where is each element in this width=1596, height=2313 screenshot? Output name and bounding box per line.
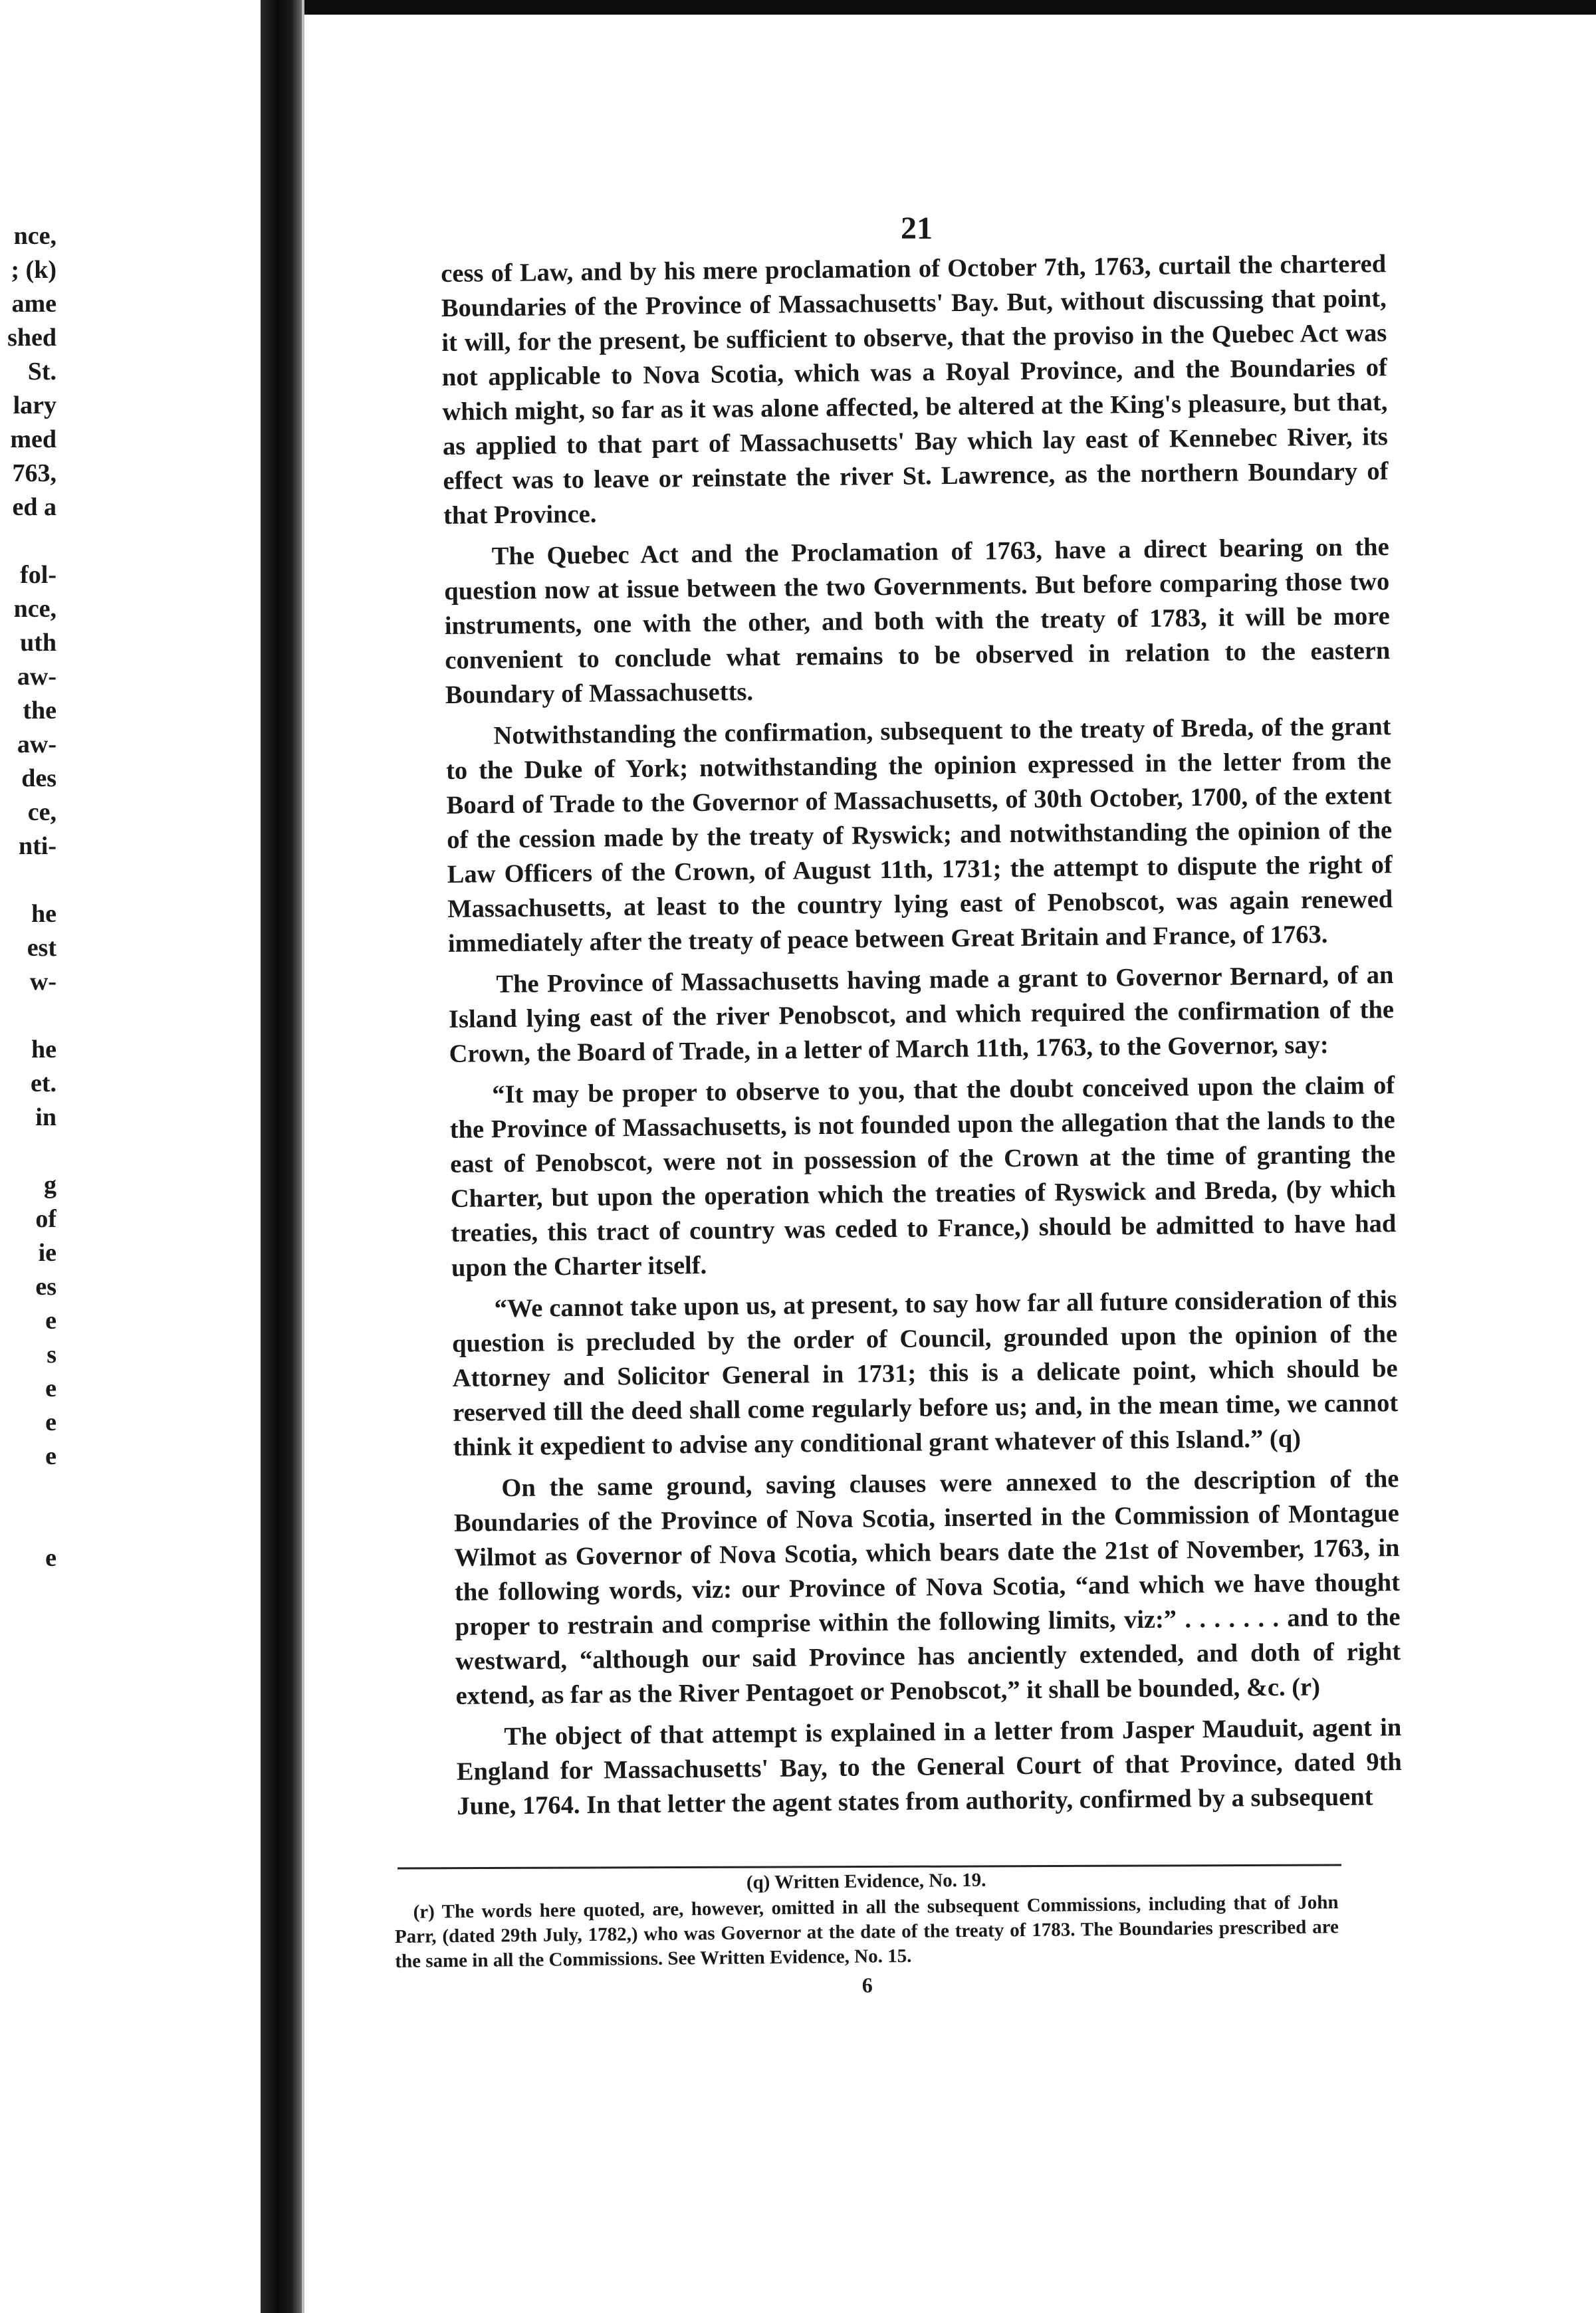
quoted-paragraph: “We cannot take upon us, at present, to say how far all future consideration of this question is precluded by the order of Council, grounded upon the opinion of the Attorney and Solicitor General in 1731; this is a delicate point, which should be reserved till the deed shall come regularly before us; and, in the mean time, we cannot think it expedient to advise any conditional grant whatever of this Island.” (q) [451, 1285, 1399, 1462]
margin-fragment: uth [20, 629, 57, 657]
margin-fragment: nti- [19, 832, 57, 860]
margin-fragment: ed a [12, 493, 57, 521]
margin-fragment: lary [13, 391, 57, 419]
margin-fragment: ame [11, 290, 57, 318]
margin-fragment: e [45, 1307, 57, 1335]
margin-fragment: the [23, 697, 57, 724]
margin-fragment [0, 1609, 57, 1643]
margin-fragment: e [45, 1408, 57, 1436]
margin-fragment: e [45, 1442, 57, 1470]
margin-fragment: he [31, 900, 57, 928]
scan-top-border [263, 0, 1596, 15]
quoted-paragraph: “It may be proper to observe to you, that the doubt conceived upon the claim of the Province of Massachusetts, is not founded upon the allegation that the lands to the east of Penobscot, were not in possession of the Crown at the time of granting the Charter, but upon the operation which the treaties of Ryswick and Breda, (by which treaties, this tract of country was ceded to France,) should be admitted to have had upon the Charter itself. [449, 1071, 1397, 1282]
margin-fragment: des [21, 764, 57, 792]
margin-fragment [0, 524, 57, 558]
margin-fragment: shed [7, 324, 57, 352]
margin-fragment: ; (k) [11, 256, 57, 284]
margin-fragment [0, 863, 57, 897]
margin-fragment: fol- [20, 561, 57, 589]
footnote-r: (r) The words here quoted, are, however, omitted in all the subsequent Commissions, including that of John Parr, (dated 29th July, 1782,) who was Governor at the date of the treaty of 1783. The Boundaries prescribed are the same in all the Commissions. See Written Evidence, No. 15. [394, 1892, 1339, 1972]
paragraph: cess of Law, and by his mere proclamation of October 7th, 1763, curtail the chartered Boundaries of the Province of Massachusetts' Bay. But, without discussing that point, it will, for the present, be sufficient to observe, that the proviso in the Quebec Act was not applicable to Nova Scotia, which was a Royal Province, and the Boundaries of which might, so far as it was alone affected, be altered at the King's pleasure, but that, as applied to that part of Massachusetts' Bay which lay east of Kennebec River, its effect was to leave or reinstate the river St. Lawrence, as the northern Boundary of that Province. [441, 250, 1389, 530]
margin-fragment: aw- [17, 730, 57, 758]
margin-fragment: med [10, 425, 57, 453]
margin-fragment: in [35, 1103, 57, 1131]
margin-fragment: w- [29, 968, 57, 996]
margin-fragment [0, 1474, 57, 1507]
margin-fragment: nce, [13, 595, 57, 623]
margin-fragment [0, 1575, 57, 1609]
margin-fragment: of [35, 1205, 57, 1233]
margin-fragment: 763, [12, 459, 57, 487]
margin-fragment: e [45, 1375, 57, 1402]
margin-fragment [0, 1643, 57, 1677]
signature-mark: 6 [861, 1973, 873, 1997]
margin-fragment: s [47, 1341, 57, 1369]
paragraph: The object of that attempt is explained in a letter from Jasper Mauduit, agent in England for Massachusetts' Bay, to the General Court of that Province, dated 9th June, 1764. In that letter the agent states from authority, confirmed by a subsequent [456, 1713, 1403, 1820]
margin-fragment: ie [38, 1239, 57, 1267]
page-edge [302, 0, 304, 2313]
paragraph: The Quebec Act and the Proclamation of 1763, have a direct bearing on the question now at issue between the two Governments. But before comparing those two instruments, one with the other, and both with the treaty of 1783, it will be more convenient to conclude what remains to be observed in relation to the eastern Boundary of Massachusetts. [444, 533, 1391, 709]
paragraph: Notwithstanding the confirmation, subsequent to the treaty of Breda, of the grant to the Duke of York; notwithstanding the opinion expressed in the letter from the Board of Trade to the Governor of Massachusetts, of 30th October, 1700, of the extent of the cession made by the treaty of Ryswick; and notwithstanding the opinion of the Law Officers of the Crown, of August 11th, 1731; the attempt to dispute the right of Massachusetts, at least to the country lying east of Penobscot, was again renewed immediately after the treaty of peace between Great Britain and France, of 1763. [445, 713, 1393, 958]
margin-fragment [0, 1135, 57, 1168]
margin-fragment: aw- [17, 663, 57, 691]
margin-fragment: he [31, 1036, 57, 1063]
book-spine-shadow [261, 0, 302, 2313]
margin-fragment: e [45, 1544, 57, 1572]
margin-fragment [0, 999, 57, 1033]
footnotes [394, 1864, 1339, 2003]
paragraph: On the same ground, saving clauses were annexed to the description of the Boundaries of the Province of Nova Scotia, inserted in the Commission of Montague Wilmot as Governor of Nova Scotia, which bears date the 21st of November, 1763, in the following words, viz: our Province of Nova Scotia, “and which we have thought proper to restrain and comprise within the following limits, viz:” . . . . . . . and to the westward, “although our said Province has anciently extended, and doth of right extend, as far as the River Pentagoet or Penobscot,” it shall be bounded, &c. (r) [453, 1465, 1401, 1710]
paragraph: The Province of Massachusetts having made a grant to Governor Bernard, of an Island lying east of the river Penobscot, and which required the confirmation of the Crown, the Board of Trade, in a letter of March 11th, 1763, to the Governor, say: [448, 961, 1395, 1068]
page-body-text [441, 247, 1403, 1830]
margin-fragment: g [44, 1171, 57, 1199]
margin-fragment: nce, [13, 222, 57, 250]
margin-fragment: ce, [27, 798, 57, 826]
margin-fragment: et. [30, 1069, 57, 1097]
margin-fragment [0, 1507, 57, 1541]
footnote-q: (q) Written Evidence, No. 19. [746, 1869, 986, 1894]
margin-fragment: St. [27, 358, 57, 386]
facing-page-margin-fragments [0, 219, 57, 1677]
margin-fragment: es [35, 1273, 57, 1301]
page-number: 21 [901, 211, 933, 246]
margin-fragment: est [27, 934, 57, 962]
